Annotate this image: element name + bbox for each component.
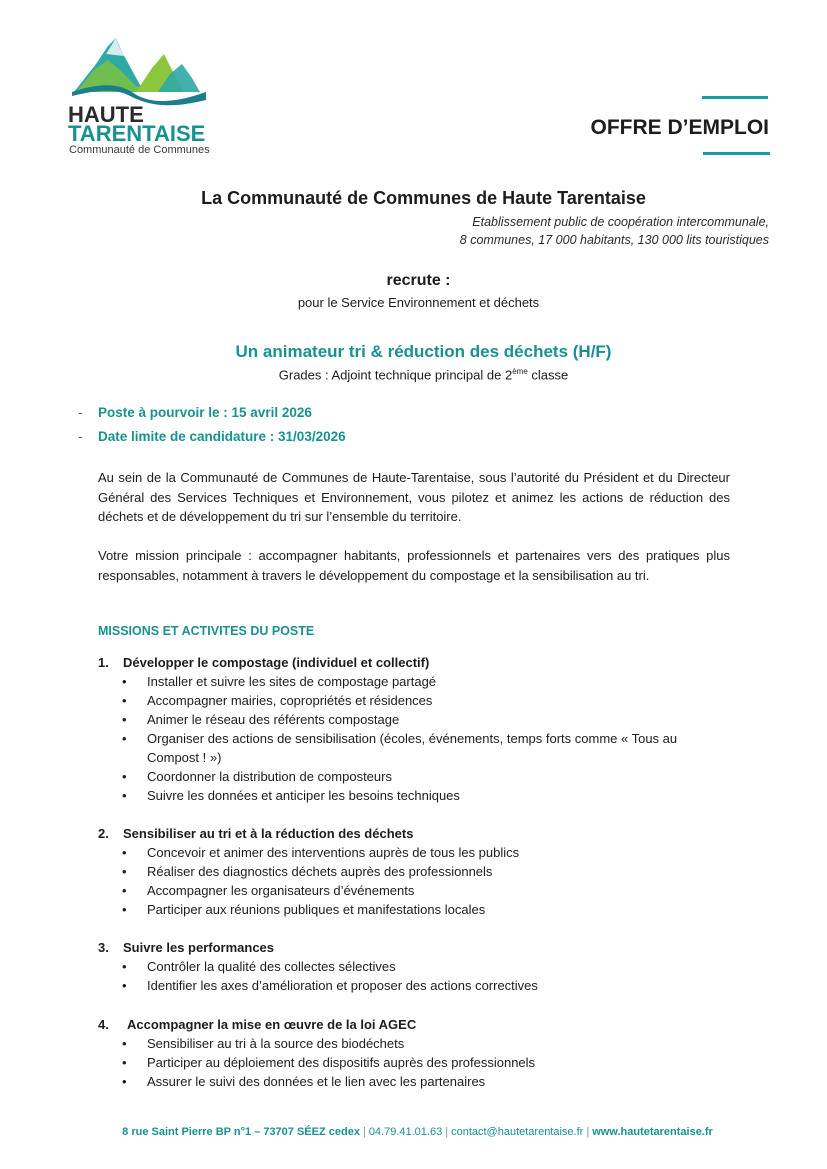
bullet-icon: •: [122, 1036, 127, 1051]
section-number: 3.: [98, 940, 109, 955]
list-item-text: Identifier les axes d’amélioration et proposer des actions correctives: [147, 978, 538, 993]
list-item-text: Coordonner la distribution de composteurs: [147, 769, 392, 784]
recruit-label: recrute :: [386, 272, 451, 289]
organization-description: [460, 213, 769, 249]
dash-bullet: -: [78, 429, 83, 444]
list-item-text: Réaliser des diagnostics déchets auprès des professionnels: [147, 864, 493, 879]
mission-section-title: [98, 824, 738, 843]
list-item-text: Assurer le suivi des données et le lien avec les partenaires: [147, 1074, 486, 1089]
list-item-text: Participer aux réunions publiques et manifestations locales: [147, 902, 486, 917]
list-item: [98, 900, 738, 919]
key-date-text: Date limite de candidature : 31/03/2026: [98, 429, 346, 444]
organization-description-line2: 8 communes, 17 000 habitants, 130 000 lits touristiques: [459, 233, 769, 247]
list-item: [98, 767, 738, 786]
mission-section: [98, 824, 738, 919]
page-title: OFFRE D’EMPLOI: [590, 116, 769, 139]
bullet-icon: •: [122, 693, 127, 708]
bullet-icon: •: [122, 712, 127, 727]
list-item-text: Organiser des actions de sensibilisation (écoles, événements, temps forts comme « Tous au Compost ! »): [147, 731, 678, 765]
list-item: [98, 881, 738, 900]
list-item: [98, 862, 738, 881]
intro-paragraph: Au sein de la Communauté de Communes de Haute-Tarentaise, sous l’autorité du Président et du Directeur Général des Services Techniques et Environnement, vous pilotez et animez les actions de réduction des déchets et de développement du tri sur l’ensemble du territoire.: [98, 470, 730, 524]
organization-description-line1: Etablissement public de coopération intercommunale,: [472, 215, 769, 229]
recruit-service: pour le Service Environnement et déchets: [297, 295, 540, 310]
logo-line-communaute: Communauté de Communes: [69, 144, 210, 156]
bullet-icon: •: [122, 902, 127, 917]
mission-paragraph: Votre mission principale : accompagner habitants, professionnels et partenaires vers des pratiques plus responsables, notamment à travers le développement du compostage et la sensibilisation au tri.: [98, 548, 730, 583]
grades-superscript: ème: [512, 367, 528, 376]
bullet-icon: •: [122, 864, 127, 879]
bullet-icon: •: [122, 978, 127, 993]
key-date-deadline: [78, 429, 346, 444]
list-item: [98, 957, 738, 976]
list-item-text: Accompagner mairies, copropriétés et résidences: [147, 693, 433, 708]
list-item-text: Sensibiliser au tri à la source des biodéchets: [147, 1036, 405, 1051]
section-title-text: Développer le compostage (individuel et collectif): [123, 655, 430, 670]
logo-line-tarentaise: TARENTAISE: [68, 121, 206, 146]
list-item-text: Suivre les données et anticiper les besoins techniques: [147, 788, 460, 803]
list-item-text: Contrôler la qualité des collectes sélectives: [147, 959, 396, 974]
bullet-icon: •: [122, 883, 127, 898]
section-title-text: Accompagner la mise en œuvre de la loi AGEC: [127, 1017, 417, 1032]
bullet-icon: •: [122, 674, 127, 689]
job-grades: [0, 367, 827, 382]
bullet-icon: •: [122, 731, 127, 746]
mountains-logo-icon: [66, 34, 216, 106]
list-item: [98, 1034, 738, 1053]
mission-section-title: [98, 1015, 738, 1034]
bullet-icon: •: [122, 1055, 127, 1070]
footer-address: 8 rue Saint Pierre BP n°1 – 73707 SÉEZ cedex: [122, 1126, 360, 1138]
list-item: [98, 1053, 738, 1072]
section-title-text: Sensibiliser au tri et à la réduction des déchets: [123, 826, 414, 841]
footer: [0, 1126, 827, 1138]
bullet-icon: •: [122, 769, 127, 784]
section-number: 1.: [98, 655, 109, 670]
organization-name: La Communauté de Communes de Haute Tarentaise: [201, 188, 646, 208]
list-item: [98, 1072, 738, 1091]
footer-separator: |: [586, 1126, 590, 1138]
section-number: 4.: [98, 1017, 109, 1032]
list-item-text: Concevoir et animer des interventions auprès de tous les publics: [147, 845, 520, 860]
list-item-text: Accompagner les organisateurs d’événements: [147, 883, 415, 898]
list-item-text: Animer le réseau des référents compostage: [147, 712, 400, 727]
grades-suffix: classe: [527, 367, 569, 383]
bullet-icon: •: [122, 1074, 127, 1089]
bullet-icon: •: [122, 788, 127, 803]
mission-section-title: [98, 653, 738, 672]
list-item: [98, 710, 738, 729]
list-item-text: Installer et suivre les sites de compostage partagé: [147, 674, 437, 689]
list-item: [98, 672, 738, 691]
footer-separator: |: [362, 1126, 366, 1138]
footer-phone[interactable]: 04.79.41.01.63: [368, 1126, 443, 1138]
mission-section: [98, 938, 738, 995]
logo-line-haute: HAUTE: [68, 102, 144, 127]
section-number: 2.: [98, 826, 109, 841]
grades-prefix: Grades : Adjoint technique principal de 2: [278, 367, 513, 383]
list-item: [98, 976, 738, 995]
footer-website[interactable]: www.hautetarentaise.fr: [592, 1126, 713, 1138]
mission-section: [98, 653, 738, 805]
logo: [66, 34, 216, 159]
footer-email[interactable]: contact@hautetarentaise.fr: [451, 1126, 584, 1138]
mission-section-title: [98, 938, 738, 957]
missions-heading: MISSIONS ET ACTIVITES DU POSTE: [98, 624, 315, 638]
list-item-text: Participer au déploiement des dispositifs auprès des professionnels: [147, 1055, 536, 1070]
key-date-text: Poste à pourvoir le : 15 avril 2026: [98, 405, 312, 420]
footer-separator: |: [445, 1126, 449, 1138]
bullet-icon: •: [122, 845, 127, 860]
key-date-start: [78, 405, 312, 420]
list-item: [98, 691, 738, 710]
dash-bullet: -: [78, 405, 83, 420]
section-title-text: Suivre les performances: [123, 940, 275, 955]
mission-section: [98, 1015, 738, 1091]
list-item: [98, 786, 738, 805]
header-rule-bottom: [703, 152, 770, 155]
list-item: [98, 729, 738, 767]
list-item: [98, 843, 738, 862]
header-rule-top: [702, 96, 768, 99]
bullet-icon: •: [122, 959, 127, 974]
job-title: Un animateur tri & réduction des déchets (H/F): [235, 342, 612, 361]
